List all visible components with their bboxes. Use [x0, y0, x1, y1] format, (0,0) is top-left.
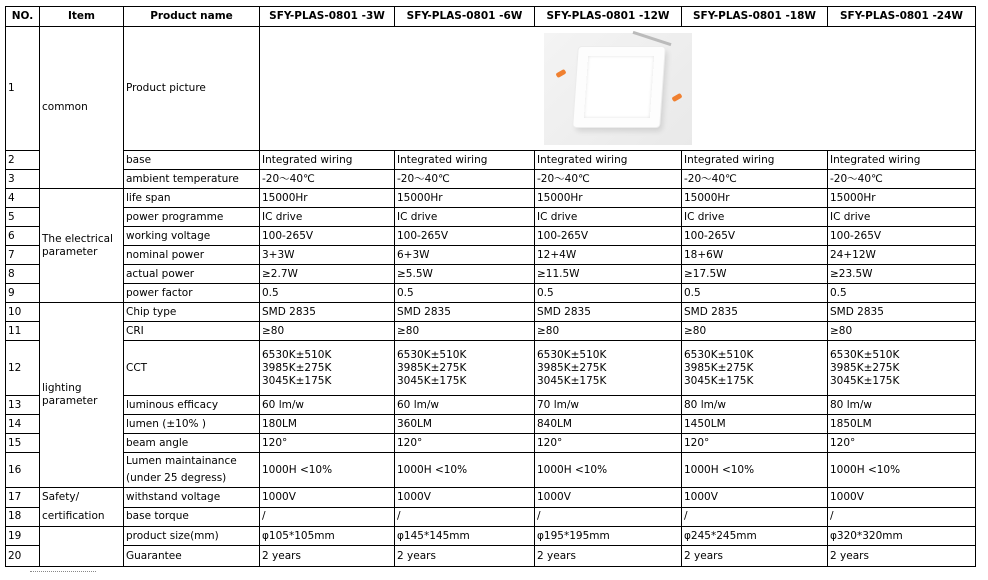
header-model-24w: SFY-PLAS-0801 -24W: [828, 7, 976, 27]
cct-line: 3985K±275K: [684, 361, 754, 374]
cell-value: 0.5: [535, 284, 682, 303]
cell-value: 1000V: [260, 488, 395, 508]
table-row: [6, 284, 976, 303]
cell-value: -20～40℃: [260, 170, 395, 189]
param-name: Product picture: [124, 27, 260, 151]
row-number: 13: [6, 396, 40, 415]
cell-value: 80 lm/w: [682, 396, 828, 415]
cell-value: IC drive: [535, 208, 682, 227]
group-blank: [40, 527, 124, 567]
row-number: 14: [6, 415, 40, 434]
cell-value: Integrated wiring: [395, 151, 535, 170]
row-number: 5: [6, 208, 40, 227]
cell-value: ≥80: [682, 322, 828, 341]
cell-value: ≥11.5W: [535, 265, 682, 284]
cell-value: ≥17.5W: [682, 265, 828, 284]
cell-value: 15000Hr: [535, 189, 682, 208]
row-number: 18: [6, 507, 40, 527]
cell-value: SMD 2835: [260, 303, 395, 322]
header-row: [6, 7, 976, 27]
table-row: [6, 546, 976, 567]
row-number: 10: [6, 303, 40, 322]
table-row: [6, 453, 976, 488]
param-name-line: (under 25 degress): [126, 472, 227, 484]
cell-value: IC drive: [395, 208, 535, 227]
cct-line: 3045K±175K: [684, 374, 754, 387]
cell-value: 12+4W: [535, 246, 682, 265]
row-number: 1: [6, 27, 40, 151]
table-row: [6, 341, 976, 396]
cell-value: /: [395, 507, 535, 527]
cell-value: Integrated wiring: [682, 151, 828, 170]
cct-line: 3985K±275K: [262, 361, 332, 374]
cell-value: 15000Hr: [260, 189, 395, 208]
cell-value: 2 years: [260, 546, 395, 567]
param-name: ambient temperature: [124, 170, 260, 189]
cell-value: 1000H <10%: [828, 453, 976, 488]
cell-value: 24+12W: [828, 246, 976, 265]
cell-value: 1000H <10%: [682, 453, 828, 488]
cell-value: [828, 341, 976, 396]
cct-line: 6530K±510K: [537, 348, 607, 361]
param-name: beam angle: [124, 434, 260, 453]
row-number: 6: [6, 227, 40, 246]
cell-value: 80 lm/w: [828, 396, 976, 415]
cell-value: 15000Hr: [395, 189, 535, 208]
cell-value: 18+6W: [682, 246, 828, 265]
cell-value: [682, 341, 828, 396]
cell-value: 100-265V: [395, 227, 535, 246]
header-item: Item: [40, 7, 124, 27]
cell-value: ≥80: [395, 322, 535, 341]
table-row: [6, 151, 976, 170]
cell-value: 100-265V: [260, 227, 395, 246]
cell-value: /: [260, 507, 395, 527]
cct-line: 3045K±175K: [537, 374, 607, 387]
cell-value: φ195*195mm: [535, 527, 682, 546]
cell-value: -20～40℃: [828, 170, 976, 189]
table-row: [6, 415, 976, 434]
cell-value: 120°: [682, 434, 828, 453]
param-name: life span: [124, 189, 260, 208]
cell-value: IC drive: [260, 208, 395, 227]
row-number: 19: [6, 527, 40, 546]
product-picture-cell: [260, 27, 976, 151]
row-number: 9: [6, 284, 40, 303]
row-number: 7: [6, 246, 40, 265]
cell-value: φ320*320mm: [828, 527, 976, 546]
cct-line: 3985K±275K: [537, 361, 607, 374]
cell-value: 1000H <10%: [395, 453, 535, 488]
group-label: The electrical: [42, 232, 113, 245]
table-row: [6, 507, 976, 527]
cell-value: 1450LM: [682, 415, 828, 434]
header-product-name: Product name: [124, 7, 260, 27]
cell-value: 1000V: [535, 488, 682, 508]
cell-value: 1000H <10%: [260, 453, 395, 488]
cct-line: 3045K±175K: [830, 374, 900, 387]
cell-value: 2 years: [682, 546, 828, 567]
param-name: CCT: [124, 341, 260, 396]
param-name: product size(mm): [124, 527, 260, 546]
table-row: [6, 227, 976, 246]
table-row: [6, 208, 976, 227]
panel-light-shape: [573, 47, 665, 127]
cell-value: 60 lm/w: [395, 396, 535, 415]
cell-value: 70 lm/w: [535, 396, 682, 415]
table-row: [6, 265, 976, 284]
cell-value: /: [828, 507, 976, 527]
spring-clip-shape: [671, 92, 682, 101]
row-number: 12: [6, 341, 40, 396]
cell-value: φ145*145mm: [395, 527, 535, 546]
cell-value: ≥5.5W: [395, 265, 535, 284]
spec-table: [5, 6, 976, 567]
cell-value: 0.5: [828, 284, 976, 303]
product-photo: [544, 33, 692, 145]
cell-value: [535, 341, 682, 396]
cell-value: 0.5: [682, 284, 828, 303]
header-model-12w: SFY-PLAS-0801 -12W: [535, 7, 682, 27]
table-row: [6, 396, 976, 415]
cell-value: 0.5: [260, 284, 395, 303]
row-number: 17: [6, 488, 40, 508]
param-name: actual power: [124, 265, 260, 284]
group-common: common: [40, 27, 124, 189]
cell-value: ≥2.7W: [260, 265, 395, 284]
param-name: withstand voltage: [124, 488, 260, 508]
table-row: [6, 170, 976, 189]
group-electrical: [40, 189, 124, 303]
table-row: [6, 189, 976, 208]
cell-value: 840LM: [535, 415, 682, 434]
cell-value: Integrated wiring: [828, 151, 976, 170]
table-row: [6, 303, 976, 322]
cell-value: 1000V: [682, 488, 828, 508]
group-safety: [40, 488, 124, 527]
cell-value: 360LM: [395, 415, 535, 434]
cct-line: 6530K±510K: [262, 348, 332, 361]
cell-value: Integrated wiring: [260, 151, 395, 170]
param-name: lumen (±10% ): [124, 415, 260, 434]
cell-value: 120°: [395, 434, 535, 453]
param-name: Guarantee: [124, 546, 260, 567]
header-model-18w: SFY-PLAS-0801 -18W: [682, 7, 828, 27]
cell-value: -20～40℃: [682, 170, 828, 189]
group-label: Safety/: [42, 491, 80, 503]
param-name: [124, 453, 260, 488]
header-model-3w: SFY-PLAS-0801 -3W: [260, 7, 395, 27]
row-number: 15: [6, 434, 40, 453]
cell-value: SMD 2835: [682, 303, 828, 322]
table-row: [6, 527, 976, 546]
cell-value: 60 lm/w: [260, 396, 395, 415]
cell-value: IC drive: [682, 208, 828, 227]
table-row: [6, 434, 976, 453]
param-name: nominal power: [124, 246, 260, 265]
cell-value: φ105*105mm: [260, 527, 395, 546]
group-label: lighting: [42, 382, 82, 394]
cell-value: 120°: [828, 434, 976, 453]
cell-value: ≥80: [260, 322, 395, 341]
cct-line: 6530K±510K: [684, 348, 754, 361]
param-name: luminous efficacy: [124, 396, 260, 415]
cell-value: 1000H <10%: [535, 453, 682, 488]
cct-line: 3985K±275K: [397, 361, 467, 374]
row-number: 8: [6, 265, 40, 284]
param-name-line: Lumen maintainance: [126, 455, 237, 467]
cell-value: ≥80: [828, 322, 976, 341]
row-number: 2: [6, 151, 40, 170]
cell-value: /: [682, 507, 828, 527]
cell-value: -20～40℃: [535, 170, 682, 189]
group-label: certification: [42, 510, 105, 522]
table-row: [6, 488, 976, 508]
cell-value: 2 years: [395, 546, 535, 567]
cct-line: 6530K±510K: [830, 348, 900, 361]
cct-line: 3045K±175K: [262, 374, 332, 387]
cell-value: 1000V: [395, 488, 535, 508]
cell-value: 1000V: [828, 488, 976, 508]
group-label: parameter: [42, 395, 98, 407]
cell-value: 100-265V: [828, 227, 976, 246]
header-model-6w: SFY-PLAS-0801 -6W: [395, 7, 535, 27]
param-name: power factor: [124, 284, 260, 303]
cell-value: IC drive: [828, 208, 976, 227]
cell-value: 15000Hr: [828, 189, 976, 208]
cell-value: 100-265V: [682, 227, 828, 246]
row-number: 20: [6, 546, 40, 567]
cell-value: Integrated wiring: [535, 151, 682, 170]
table-row: [6, 322, 976, 341]
cell-value: 2 years: [828, 546, 976, 567]
param-name: Chip type: [124, 303, 260, 322]
cell-value: SMD 2835: [395, 303, 535, 322]
cell-value: 2 years: [535, 546, 682, 567]
param-name: power programme: [124, 208, 260, 227]
row-number: 3: [6, 170, 40, 189]
cell-value: /: [535, 507, 682, 527]
param-name: CRI: [124, 322, 260, 341]
cable-shape: [632, 30, 671, 45]
param-name: working voltage: [124, 227, 260, 246]
cct-line: 3985K±275K: [830, 361, 900, 374]
dotted-divider: [30, 571, 96, 572]
param-name: base: [124, 151, 260, 170]
cell-value: 120°: [535, 434, 682, 453]
cell-value: 1850LM: [828, 415, 976, 434]
group-label: parameter: [42, 245, 98, 258]
group-lighting: [40, 303, 124, 488]
cell-value: 0.5: [395, 284, 535, 303]
cell-value: φ245*245mm: [682, 527, 828, 546]
cell-value: 120°: [260, 434, 395, 453]
cct-line: 3045K±175K: [397, 374, 467, 387]
cell-value: 6+3W: [395, 246, 535, 265]
row-number: 16: [6, 453, 40, 488]
cell-value: 100-265V: [535, 227, 682, 246]
table-row: [6, 27, 976, 151]
cell-value: SMD 2835: [828, 303, 976, 322]
cell-value: 3+3W: [260, 246, 395, 265]
row-number: 11: [6, 322, 40, 341]
cell-value: SMD 2835: [535, 303, 682, 322]
cct-line: 6530K±510K: [397, 348, 467, 361]
spring-clip-shape: [555, 68, 566, 77]
table-row: [6, 246, 976, 265]
cell-value: ≥80: [535, 322, 682, 341]
cell-value: [395, 341, 535, 396]
cell-value: -20～40℃: [395, 170, 535, 189]
cell-value: 15000Hr: [682, 189, 828, 208]
cell-value: ≥23.5W: [828, 265, 976, 284]
cell-value: [260, 341, 395, 396]
cell-value: 180LM: [260, 415, 395, 434]
row-number: 4: [6, 189, 40, 208]
param-name: base torque: [124, 507, 260, 527]
header-no: NO.: [6, 7, 40, 27]
